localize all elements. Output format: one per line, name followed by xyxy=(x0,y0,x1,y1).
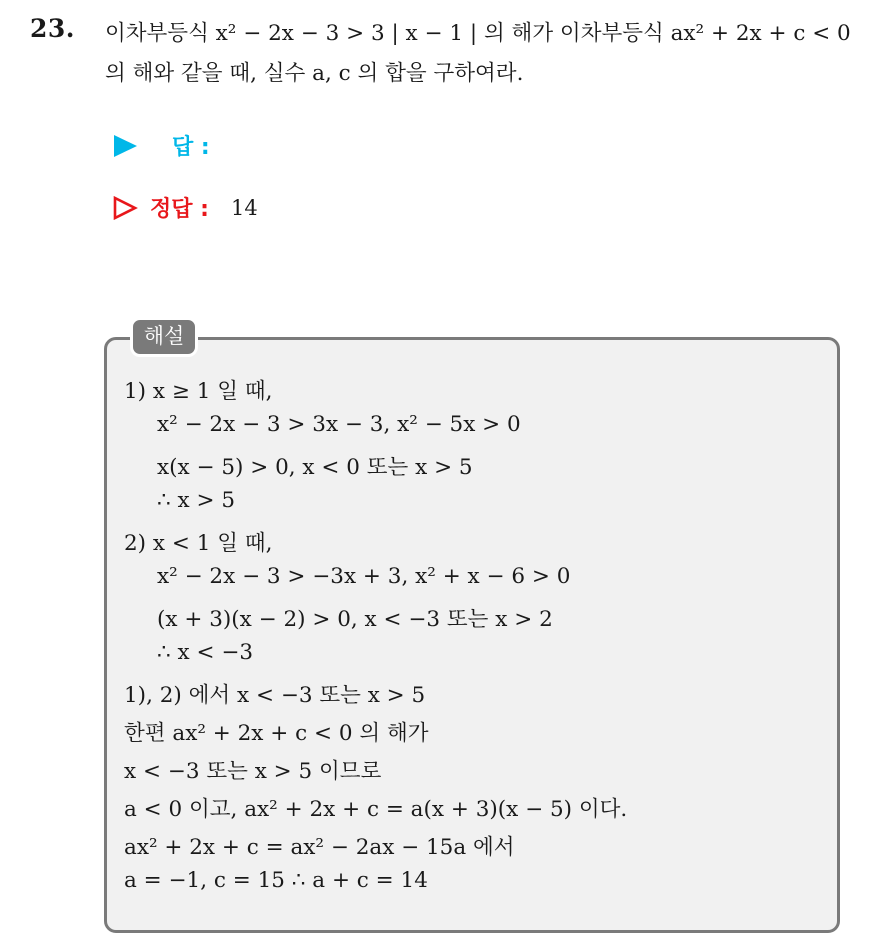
solution-line: (x + 3)(x − 2) > 0, x < −3 또는 x > 2 xyxy=(157,607,553,632)
solution-line: a < 0 이고, ax² + 2x + c = a(x + 3)(x − 5) 이다. xyxy=(124,797,628,822)
solution-line: a = −1, c = 15 ∴ a + c = 14 xyxy=(124,868,428,893)
correct-answer-label: 정답 : xyxy=(150,197,209,222)
solution-line: ∴ x < −3 xyxy=(157,640,254,665)
solution-line: x² − 2x − 3 > −3x + 3, x² + x − 6 > 0 xyxy=(157,564,571,589)
solution-line: 2) x < 1 일 때, xyxy=(124,531,273,556)
solution-tab: 해설 xyxy=(130,317,198,357)
problem-text-line-1: 이차부등식 x² − 2x − 3 > 3 | x − 1 | 의 해가 이차부등식 ax² + 2x + c < 0 xyxy=(105,21,851,46)
outline-arrow-icon xyxy=(112,196,138,220)
answer-label: 답 : xyxy=(172,135,210,160)
play-arrow-icon xyxy=(112,134,138,158)
solution-line: 1), 2) 에서 x < −3 또는 x > 5 xyxy=(124,683,426,708)
solution-line: ax² + 2x + c = ax² − 2ax − 15a 에서 xyxy=(124,835,515,860)
problem-text-line-2: 의 해와 같을 때, 실수 a, c 의 합을 구하여라. xyxy=(105,61,524,86)
solution-line: 1) x ≥ 1 일 때, xyxy=(124,379,273,404)
solution-line: x² − 2x − 3 > 3x − 3, x² − 5x > 0 xyxy=(157,412,521,437)
solution-line: x(x − 5) > 0, x < 0 또는 x > 5 xyxy=(157,455,473,480)
correct-answer-row xyxy=(112,192,258,223)
problem-number: 23. xyxy=(30,14,75,43)
solution-line: x < −3 또는 x > 5 이므로 xyxy=(124,759,382,784)
solution-line: 한편 ax² + 2x + c < 0 의 해가 xyxy=(124,721,429,746)
solution-line: ∴ x > 5 xyxy=(157,488,236,513)
correct-answer-value: 14 xyxy=(230,195,258,220)
answer-row xyxy=(112,130,210,161)
